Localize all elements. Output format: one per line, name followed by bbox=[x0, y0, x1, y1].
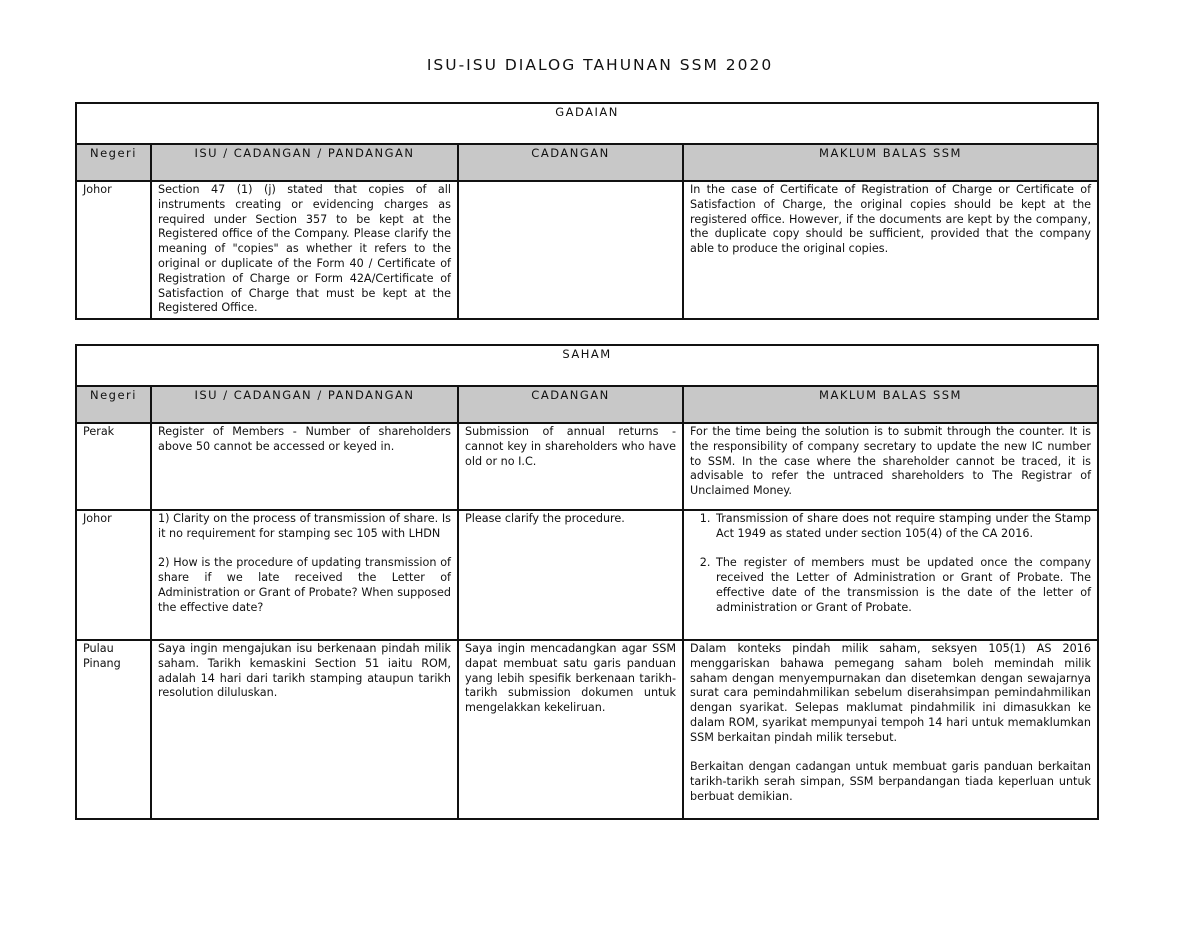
section-title-gadaian: GADAIAN bbox=[76, 103, 1098, 144]
table-row bbox=[76, 423, 1098, 510]
header-maklum-balas: MAKLUM BALAS SSM bbox=[683, 144, 1098, 181]
response-list bbox=[690, 512, 1091, 616]
response-paragraph-2: Berkaitan dengan cadangan untuk membuat garis panduan berkaitan tarikh-tarikh serah simpan, SSM berpandangan tiada keperluan untuk berbuat demikian. bbox=[690, 760, 1092, 803]
cell-negeri: Perak bbox=[76, 423, 151, 510]
paragraph-gap bbox=[158, 542, 451, 557]
saham-table bbox=[75, 344, 1099, 820]
section-title-saham: SAHAM bbox=[76, 345, 1098, 386]
cell-cadangan bbox=[458, 181, 683, 319]
negeri-line-2: Pinang bbox=[83, 656, 121, 670]
cell-maklum-balas: In the case of Certificate of Registration of Charge or Certificate of Satisfaction of Charge, the original copies should be kept at the registered office. However, if the documents are kept by the company, the duplicate copy should be sufficient, provided that the company able to produce the original copies. bbox=[683, 181, 1098, 319]
column-header-row bbox=[76, 144, 1098, 181]
paragraph-gap bbox=[690, 746, 1091, 761]
header-cadangan: CADANGAN bbox=[458, 386, 683, 423]
isu-point-1: 1) Clarity on the process of transmission of share. Is it no requirement for stamping sec 105 with LHDN bbox=[158, 512, 451, 540]
cell-isu bbox=[151, 510, 458, 640]
cell-isu: Section 47 (1) (j) stated that copies of all instruments creating or evidencing charges as required under Section 357 to be kept at the Registered office of the Company. Please clarify the meaning of "copies" as whether it refers to the original or duplicate of the Form 40 / Certificate of Registration of Charge or Form 42A/Certificate of Satisfaction of Charge that must be kept at the Registered Office. bbox=[151, 181, 458, 319]
header-cadangan: CADANGAN bbox=[458, 144, 683, 181]
section-header-row bbox=[76, 103, 1098, 144]
response-point-2: 2. The register of members must be updated once the company received the Letter of Administration or Grant of Probate. The effective date of the transmission is the date of the letter of administration or Grant of Probate. bbox=[714, 556, 1091, 615]
header-isu: ISU / CADANGAN / PANDANGAN bbox=[151, 386, 458, 423]
header-maklum-balas: MAKLUM BALAS SSM bbox=[683, 386, 1098, 423]
cell-maklum-balas: For the time being the solution is to submit through the counter. It is the responsibility of company secretary to update the new IC number to SSM. In the case where the shareholder cannot be traced, it is advisable to refer the untraced shareholders to The Registrar of Unclaimed Money. bbox=[683, 423, 1098, 510]
section-header-row bbox=[76, 345, 1098, 386]
gadaian-table bbox=[75, 102, 1099, 320]
response-paragraph-1: Dalam konteks pindah milik saham, seksyen 105(1) AS 2016 menggariskan bahawa pemegang saham boleh memindah milik saham dengan menyempurnakan dan disetemkan dengan sewajarnya surat cara pemindahmilikan sebelum diserahsimpan pemindahmilikan dengan syarikat. Selepas maklumat pindahmilik ini dimasukkan ke dalam ROM, syarikat mempunyai tempoh 14 hari untuk memaklumkan SSM berkaitan pindah milik tersebut. bbox=[690, 642, 1092, 744]
cell-negeri: Johor bbox=[76, 510, 151, 640]
response-point-1: 1. Transmission of share does not require stamping under the Stamp Act 1949 as stated under section 105(4) of the CA 2016. bbox=[714, 512, 1091, 542]
column-header-row bbox=[76, 386, 1098, 423]
cell-maklum-balas bbox=[683, 640, 1098, 819]
cell-isu: Register of Members - Number of shareholders above 50 cannot be accessed or keyed in. bbox=[151, 423, 458, 510]
cell-cadangan: Saya ingin mencadangkan agar SSM dapat membuat satu garis panduan yang lebih spesifik berkenaan tarikh-tarikh submission dokumen untuk mengelakkan kekeliruan. bbox=[458, 640, 683, 819]
table-row bbox=[76, 640, 1098, 819]
cell-cadangan: Submission of annual returns - cannot key in shareholders who have old or no I.C. bbox=[458, 423, 683, 510]
table-row bbox=[76, 181, 1098, 319]
header-isu: ISU / CADANGAN / PANDANGAN bbox=[151, 144, 458, 181]
header-negeri: Negeri bbox=[76, 386, 151, 423]
cell-isu: Saya ingin mengajukan isu berkenaan pindah milik saham. Tarikh kemaskini Section 51 iaitu ROM, adalah 14 hari dari tarikh stamping ataupun tarikh resolution diluluskan. bbox=[151, 640, 458, 819]
cell-maklum-balas bbox=[683, 510, 1098, 640]
cell-negeri bbox=[76, 640, 151, 819]
cell-cadangan: Please clarify the procedure. bbox=[458, 510, 683, 640]
negeri-line-1: Pulau bbox=[83, 642, 114, 655]
table-row bbox=[76, 510, 1098, 640]
isu-point-2: 2) How is the procedure of updating transmission of share if we late received the Letter of Administration or Grant of Probate? When supposed the effective date? bbox=[158, 556, 451, 614]
cell-negeri: Johor bbox=[76, 181, 151, 319]
page-title: ISU-ISU DIALOG TAHUNAN SSM 2020 bbox=[426, 56, 774, 74]
header-negeri: Negeri bbox=[76, 144, 151, 181]
